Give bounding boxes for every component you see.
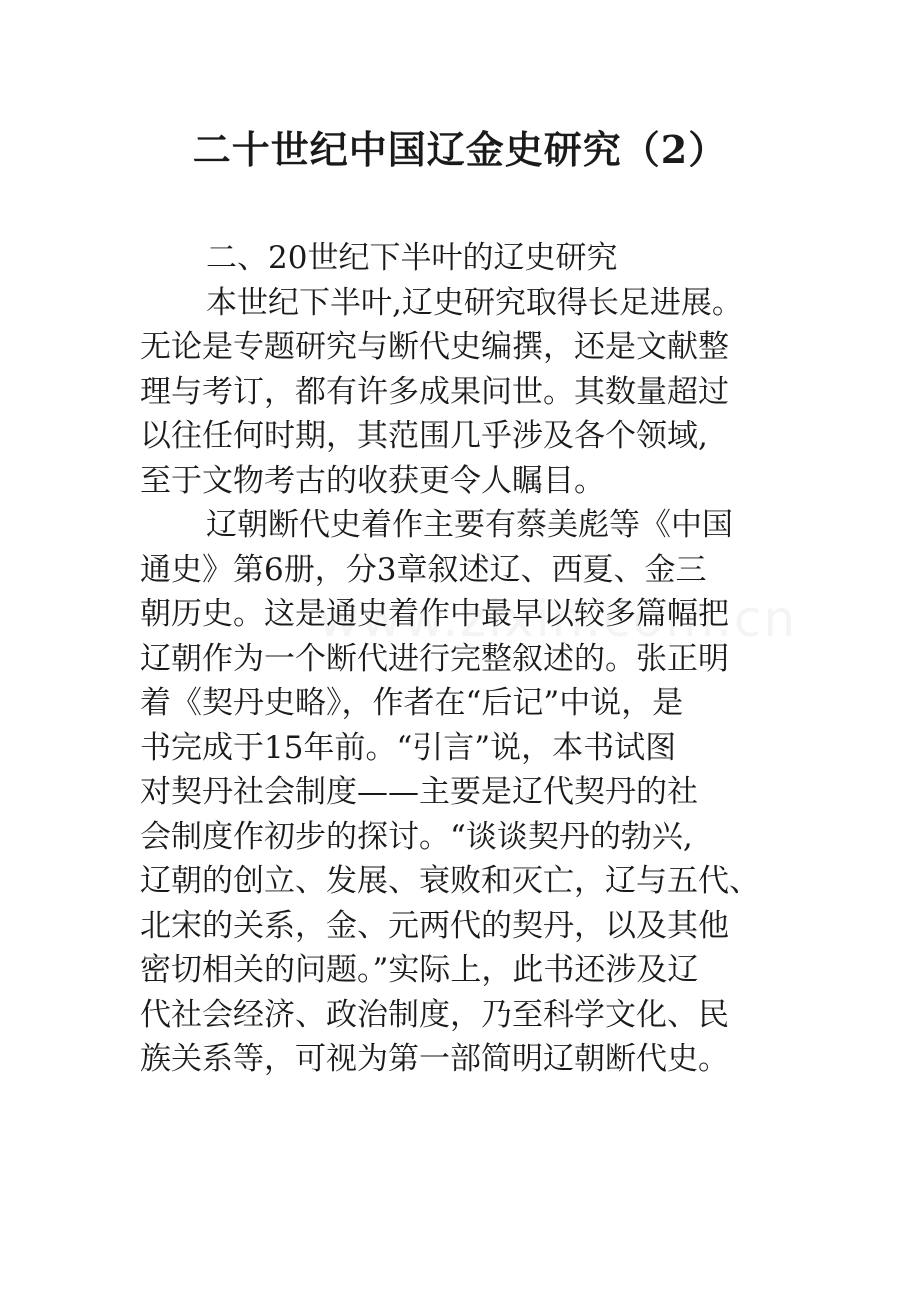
paragraph-line: 会制度作初步的探讨。“谈谈契丹的勃兴, <box>140 818 693 855</box>
paragraph-line: 北宋的关系，金、元两代的契丹，以及其他 <box>140 907 729 944</box>
paragraph-line: 理与考订，都有许多成果问世。其数量超过 <box>140 373 729 410</box>
paragraph-line: 以往任何时期，其范围几乎涉及各个领域, <box>140 418 708 454</box>
section-heading: 二、20世纪下半叶的辽史研究 <box>206 240 618 276</box>
paragraph-line: 对契丹社会制度——主要是辽代契丹的社 <box>140 774 698 810</box>
paragraph-line: 至于文物考古的收获更令人瞩目。 <box>140 462 605 499</box>
paragraph-line: 密切相关的问题。”实际上，此书还涉及辽 <box>140 952 699 988</box>
paragraph-line: 族关系等，可视为第一部简明辽朝断代史。 <box>140 1041 729 1077</box>
paragraph-line: 辽朝断代史着作主要有蔡美彪等《中国 <box>206 507 733 543</box>
document-body <box>140 236 800 1082</box>
paragraph-line: 朝历史。这是通史着作中最早以较多篇幅把 <box>140 596 729 632</box>
paragraph-line: 本世纪下半叶,辽史研究取得长足进展。 <box>206 284 743 321</box>
paragraph-line: 辽朝作为一个断代进行完整叙述的。张正明 <box>140 640 729 677</box>
paragraph-line: 无论是专题研究与断代史编撰，还是文献整 <box>140 329 729 365</box>
document-title: 二十世纪中国辽金史研究（2） <box>192 127 728 172</box>
paragraph-line: 书完成于15年前。“引言”说，本书试图 <box>140 729 677 766</box>
paragraph-line: 通史》第6册，分3章叙述辽、西夏、金三 <box>140 551 707 588</box>
paragraph-line: 着《契丹史略》，作者在“后记”中说，是 <box>140 685 684 721</box>
paragraph-line: 代社会经济、政治制度，乃至科学文化、民 <box>140 996 729 1033</box>
paragraph-line: 辽朝的创立、发展、衰败和灭亡，辽与五代、 <box>140 863 760 899</box>
